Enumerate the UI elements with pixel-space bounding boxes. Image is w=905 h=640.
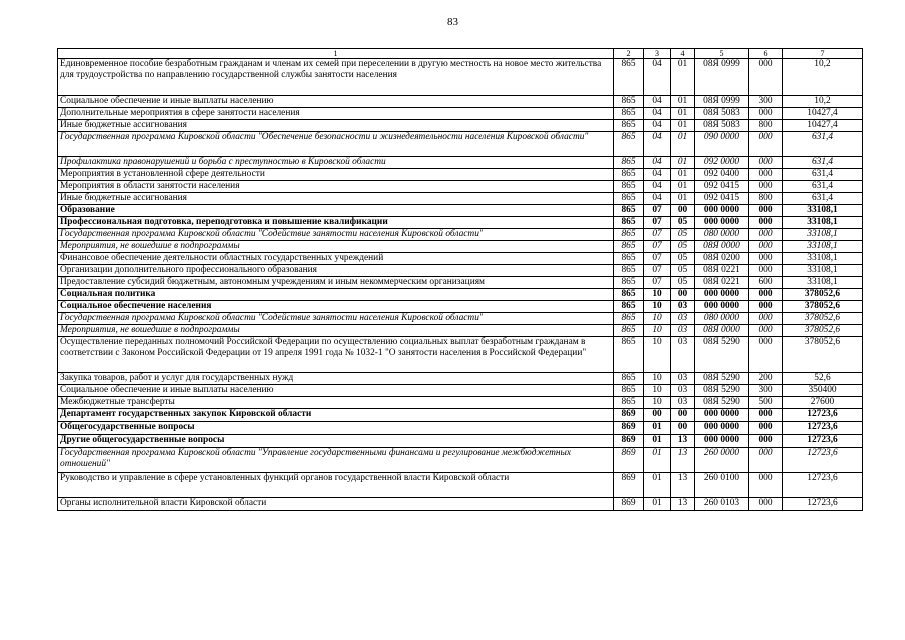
table-row [58,337,863,373]
expense-type-cell: 800 [749,193,783,205]
amount-cell: 378052,6 [783,313,863,325]
ministry-code-cell: 865 [614,120,644,132]
target-article-cell: 08Я 0000 [695,241,749,253]
row-name-cell: Мероприятия, не вошедшие в подпрограммы [58,241,614,253]
amount-cell: 12723,6 [783,448,863,473]
section-code-cell: 01 [644,498,671,511]
amount-cell: 10,2 [783,96,863,108]
table-row [58,181,863,193]
amount-cell: 378052,6 [783,289,863,301]
target-article-cell: 08Я 0221 [695,265,749,277]
header-cell: 5 [695,49,749,59]
ministry-code-cell: 865 [614,253,644,265]
target-article-cell: 08Я 0221 [695,277,749,289]
target-article-cell: 000 0000 [695,289,749,301]
target-article-cell: 000 0000 [695,205,749,217]
amount-cell: 631,4 [783,181,863,193]
row-name-cell: Социальное обеспечение и иные выплаты населению [58,385,614,397]
ministry-code-cell: 865 [614,265,644,277]
target-article-cell: 260 0103 [695,498,749,511]
section-code-cell: 04 [644,108,671,120]
expense-type-cell: 000 [749,157,783,169]
row-name-cell: Организации дополнительного профессионального образования [58,265,614,277]
expense-type-cell: 600 [749,277,783,289]
subsection-code-cell: 13 [671,448,695,473]
ministry-code-cell: 865 [614,313,644,325]
amount-cell: 631,4 [783,132,863,157]
section-code-cell: 10 [644,337,671,373]
subsection-code-cell: 03 [671,313,695,325]
target-article-cell: 092 0000 [695,157,749,169]
table-row [58,253,863,265]
subsection-code-cell: 03 [671,385,695,397]
subsection-code-cell: 01 [671,59,695,96]
target-article-cell: 092 0400 [695,169,749,181]
ministry-code-cell: 865 [614,59,644,96]
expense-type-cell: 000 [749,337,783,373]
subsection-code-cell: 13 [671,435,695,448]
expense-type-cell: 000 [749,435,783,448]
section-code-cell: 01 [644,448,671,473]
amount-cell: 52,6 [783,373,863,385]
expense-type-cell: 000 [749,498,783,511]
row-name-cell: Общегосударственные вопросы [58,422,614,435]
section-code-cell: 10 [644,325,671,337]
row-name-cell: Финансовое обеспечение деятельности областных государственных учреждений [58,253,614,265]
expense-type-cell: 000 [749,473,783,498]
section-code-cell: 07 [644,277,671,289]
table-row [58,325,863,337]
table-row [58,108,863,120]
section-code-cell: 07 [644,229,671,241]
amount-cell: 33108,1 [783,253,863,265]
row-name-cell: Государственная программа Кировской области "Управление государственными финансами и регулирование межбюджетных отношений" [58,448,614,473]
table-row [58,448,863,473]
subsection-code-cell: 00 [671,409,695,422]
ministry-code-cell: 865 [614,337,644,373]
ministry-code-cell: 865 [614,157,644,169]
subsection-code-cell: 05 [671,229,695,241]
expense-type-cell: 000 [749,422,783,435]
expense-type-cell: 300 [749,385,783,397]
subsection-code-cell: 05 [671,253,695,265]
table-row [58,229,863,241]
subsection-code-cell: 05 [671,241,695,253]
row-name-cell: Единовременное пособие безработным гражданам и членам их семей при переселении в другую местность на новое место жительства для трудоустройства по направлению государственной службы занятости населения [58,59,614,96]
target-article-cell: 000 0000 [695,409,749,422]
table-row [58,373,863,385]
ministry-code-cell: 865 [614,397,644,409]
section-code-cell: 10 [644,385,671,397]
table-row [58,301,863,313]
ministry-code-cell: 865 [614,229,644,241]
target-article-cell: 092 0415 [695,193,749,205]
section-code-cell: 04 [644,59,671,96]
amount-cell: 12723,6 [783,409,863,422]
ministry-code-cell: 865 [614,373,644,385]
header-cell: 7 [783,49,863,59]
expense-type-cell: 000 [749,253,783,265]
target-article-cell: 08Я 0200 [695,253,749,265]
amount-cell: 12723,6 [783,422,863,435]
section-code-cell: 04 [644,132,671,157]
table-row [58,422,863,435]
header-row [58,49,863,59]
subsection-code-cell: 03 [671,301,695,313]
table-row [58,205,863,217]
target-article-cell: 092 0415 [695,181,749,193]
ministry-code-cell: 865 [614,385,644,397]
table-row [58,313,863,325]
table-row [58,120,863,132]
expense-type-cell: 000 [749,313,783,325]
ministry-code-cell: 865 [614,217,644,229]
amount-cell: 27600 [783,397,863,409]
ministry-code-cell: 865 [614,181,644,193]
amount-cell: 631,4 [783,157,863,169]
row-name-cell: Закупка товаров, работ и услуг для государственных нужд [58,373,614,385]
subsection-code-cell: 00 [671,205,695,217]
expense-type-cell: 000 [749,108,783,120]
row-name-cell: Государственная программа Кировской области "Обеспечение безопасности и жизнедеятельности населения Кировской области" [58,132,614,157]
table-row [58,157,863,169]
ministry-code-cell: 869 [614,422,644,435]
header-cell: 6 [749,49,783,59]
table-row [58,409,863,422]
target-article-cell: 08Я 5290 [695,397,749,409]
table-row [58,217,863,229]
row-name-cell: Профилактика правонарушений и борьба с преступностью в Кировской области [58,157,614,169]
header-cell: 4 [671,49,695,59]
ministry-code-cell: 865 [614,289,644,301]
section-code-cell: 10 [644,289,671,301]
page-number: 83 [447,16,458,28]
header-cell: 2 [614,49,644,59]
table-row [58,59,863,96]
row-name-cell: Социальное обеспечение и иные выплаты населению [58,96,614,108]
target-article-cell: 000 0000 [695,435,749,448]
subsection-code-cell: 01 [671,157,695,169]
row-name-cell: Другие общегосударственные вопросы [58,435,614,448]
target-article-cell: 08Я 0999 [695,59,749,96]
amount-cell: 10427,4 [783,108,863,120]
target-article-cell: 08Я 5290 [695,385,749,397]
expense-type-cell: 000 [749,205,783,217]
expense-type-cell: 000 [749,181,783,193]
expense-type-cell: 300 [749,96,783,108]
table-row [58,96,863,108]
row-name-cell: Социальная политика [58,289,614,301]
expense-type-cell: 000 [749,301,783,313]
section-code-cell: 04 [644,157,671,169]
subsection-code-cell: 13 [671,498,695,511]
ministry-code-cell: 869 [614,498,644,511]
ministry-code-cell: 869 [614,435,644,448]
ministry-code-cell: 865 [614,301,644,313]
ministry-code-cell: 865 [614,277,644,289]
header-cell: 1 [58,49,614,59]
amount-cell: 378052,6 [783,301,863,313]
ministry-code-cell: 869 [614,473,644,498]
row-name-cell: Мероприятия, не вошедшие в подпрограммы [58,325,614,337]
section-code-cell: 07 [644,253,671,265]
target-article-cell: 08Я 5083 [695,120,749,132]
section-code-cell: 04 [644,181,671,193]
expense-type-cell: 000 [749,132,783,157]
amount-cell: 631,4 [783,169,863,181]
row-name-cell: Иные бюджетные ассигнования [58,120,614,132]
row-name-cell: Межбюджетные трансферты [58,397,614,409]
target-article-cell: 08Я 0000 [695,325,749,337]
row-name-cell: Профессиональная подготовка, переподготовка и повышение квалификации [58,217,614,229]
subsection-code-cell: 01 [671,108,695,120]
target-article-cell: 080 0000 [695,229,749,241]
table-row [58,169,863,181]
expense-type-cell: 000 [749,289,783,301]
subsection-code-cell: 01 [671,132,695,157]
ministry-code-cell: 865 [614,132,644,157]
ministry-code-cell: 865 [614,241,644,253]
row-name-cell: Государственная программа Кировской области "Содействие занятости населения Кировской области" [58,313,614,325]
expense-type-cell: 000 [749,169,783,181]
amount-cell: 33108,1 [783,217,863,229]
section-code-cell: 07 [644,265,671,277]
target-article-cell: 000 0000 [695,301,749,313]
subsection-code-cell: 03 [671,337,695,373]
ministry-code-cell: 865 [614,193,644,205]
expense-type-cell: 000 [749,265,783,277]
subsection-code-cell: 01 [671,96,695,108]
subsection-code-cell: 01 [671,120,695,132]
amount-cell: 10,2 [783,59,863,96]
amount-cell: 350400 [783,385,863,397]
subsection-code-cell: 01 [671,193,695,205]
amount-cell: 33108,1 [783,205,863,217]
target-article-cell: 08Я 0999 [695,96,749,108]
row-name-cell: Мероприятия в установленной сфере деятельности [58,169,614,181]
section-code-cell: 10 [644,397,671,409]
table-row [58,277,863,289]
ministry-code-cell: 869 [614,409,644,422]
expense-type-cell: 000 [749,59,783,96]
ministry-code-cell: 865 [614,205,644,217]
subsection-code-cell: 05 [671,217,695,229]
expense-type-cell: 500 [749,397,783,409]
subsection-code-cell: 03 [671,373,695,385]
row-name-cell: Социальное обеспечение населения [58,301,614,313]
ministry-code-cell: 865 [614,325,644,337]
ministry-code-cell: 865 [614,108,644,120]
target-article-cell: 000 0000 [695,422,749,435]
section-code-cell: 04 [644,169,671,181]
target-article-cell: 08Я 5290 [695,373,749,385]
table-row [58,193,863,205]
subsection-code-cell: 01 [671,181,695,193]
target-article-cell: 090 0000 [695,132,749,157]
amount-cell: 378052,6 [783,337,863,373]
amount-cell: 631,4 [783,193,863,205]
subsection-code-cell: 00 [671,289,695,301]
section-code-cell: 10 [644,313,671,325]
row-name-cell: Мероприятия в области занятости населения [58,181,614,193]
section-code-cell: 04 [644,96,671,108]
ministry-code-cell: 869 [614,448,644,473]
section-code-cell: 10 [644,373,671,385]
section-code-cell: 00 [644,409,671,422]
ministry-code-cell: 865 [614,169,644,181]
amount-cell: 12723,6 [783,435,863,448]
table-row [58,473,863,498]
row-name-cell: Органы исполнительной власти Кировской области [58,498,614,511]
section-code-cell: 07 [644,205,671,217]
ministry-code-cell: 865 [614,96,644,108]
budget-table [57,48,863,511]
amount-cell: 12723,6 [783,498,863,511]
target-article-cell: 08Я 5290 [695,337,749,373]
amount-cell: 33108,1 [783,241,863,253]
expense-type-cell: 000 [749,229,783,241]
row-name-cell: Осуществление переданных полномочий Российской Федерации по осуществлению социальных выплат безработным гражданам в соответствии с Законом Российской Федерации от 19 апреля 1991 года № 1032-1 "О занятости населения в Российской Федерации" [58,337,614,373]
subsection-code-cell: 05 [671,277,695,289]
table-row [58,289,863,301]
amount-cell: 33108,1 [783,277,863,289]
row-name-cell: Дополнительные мероприятия в сфере занятости населения [58,108,614,120]
section-code-cell: 01 [644,422,671,435]
target-article-cell: 260 0100 [695,473,749,498]
row-name-cell: Предоставление субсидий бюджетным, автономным учреждениям и иным некоммерческим организациям [58,277,614,289]
section-code-cell: 10 [644,301,671,313]
amount-cell: 12723,6 [783,473,863,498]
table-row [58,265,863,277]
table-row [58,435,863,448]
expense-type-cell: 800 [749,120,783,132]
section-code-cell: 07 [644,217,671,229]
table-row [58,397,863,409]
table-row [58,385,863,397]
amount-cell: 33108,1 [783,265,863,277]
target-article-cell: 08Я 5083 [695,108,749,120]
section-code-cell: 04 [644,193,671,205]
subsection-code-cell: 05 [671,265,695,277]
section-code-cell: 01 [644,473,671,498]
row-name-cell: Государственная программа Кировской области "Содействие занятости населения Кировской области" [58,229,614,241]
header-cell: 3 [644,49,671,59]
amount-cell: 10427,4 [783,120,863,132]
subsection-code-cell: 13 [671,473,695,498]
section-code-cell: 04 [644,120,671,132]
expense-type-cell: 000 [749,325,783,337]
table-row [58,132,863,157]
expense-type-cell: 000 [749,217,783,229]
amount-cell: 378052,6 [783,325,863,337]
target-article-cell: 080 0000 [695,313,749,325]
row-name-cell: Руководство и управление в сфере установленных функций органов государственной власти Кировской области [58,473,614,498]
row-name-cell: Департамент государственных закупок Кировской области [58,409,614,422]
subsection-code-cell: 03 [671,397,695,409]
row-name-cell: Иные бюджетные ассигнования [58,193,614,205]
amount-cell: 33108,1 [783,229,863,241]
section-code-cell: 01 [644,435,671,448]
expense-type-cell: 000 [749,448,783,473]
row-name-cell: Образование [58,205,614,217]
expense-type-cell: 200 [749,373,783,385]
expense-type-cell: 000 [749,241,783,253]
subsection-code-cell: 00 [671,422,695,435]
table-row [58,241,863,253]
section-code-cell: 07 [644,241,671,253]
target-article-cell: 260 0000 [695,448,749,473]
table-body [58,49,863,511]
subsection-code-cell: 01 [671,169,695,181]
expense-type-cell: 000 [749,409,783,422]
table-row [58,498,863,511]
target-article-cell: 000 0000 [695,217,749,229]
subsection-code-cell: 03 [671,325,695,337]
